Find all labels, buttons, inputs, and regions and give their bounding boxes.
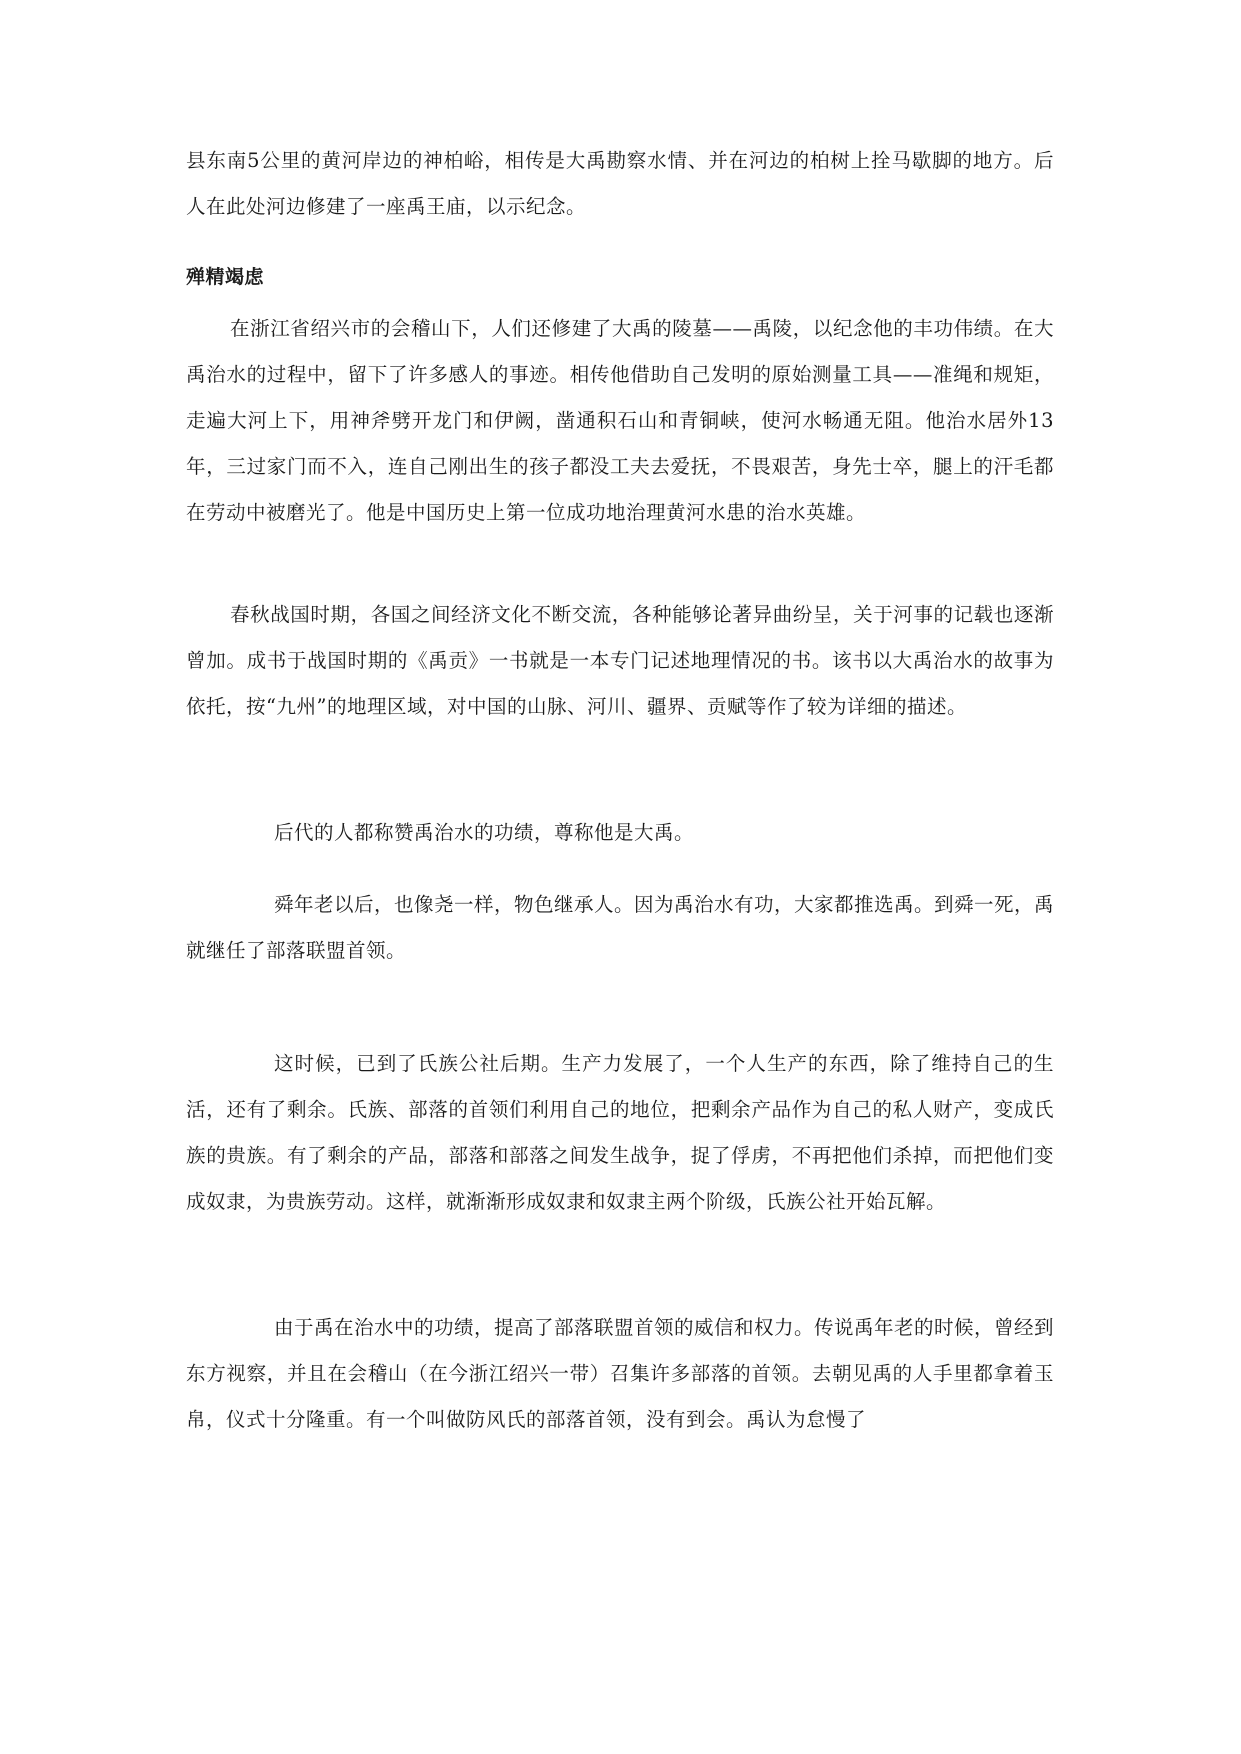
paragraph-da-yu-title: 后代的人都称赞禹治水的功绩，尊称他是大禹。	[274, 821, 695, 844]
paragraph-late-clan-society: 这时候，已到了氏族公社后期。生产力发展了，一个人生产的东西，除了维持自己的生活，还有了剩余。氏族、部落的首领们利用自己的地位，把剩余产品作为自己的私人财产，变成氏族的贵族。有了剩余的产品，部落和部落之间发生战争，捉了俘虏，不再把他们杀掉，而把他们变成奴隶，为贵族劳动。这样，就渐渐形成奴隶和奴隶主两个阶级，氏族公社开始瓦解。	[186, 1052, 1054, 1213]
paragraph-shenbaiyu: 县东南5公里的黄河岸边的神柏峪，相传是大禹勘察水情、并在河边的柏树上拴马歇脚的地方。后人在此处河边修建了一座禹王庙，以示纪念。	[186, 149, 1054, 218]
paragraph-kuaiji-assembly: 由于禹在治水中的功绩，提高了部落联盟首领的威信和权力。传说禹年老的时候，曾经到东方视察，并且在会稽山（在今浙江绍兴一带）召集许多部落的首领。去朝见禹的人手里都拿着玉帛，仪式十分隆重。有一个叫做防风氏的部落首领，没有到会。禹认为怠慢了	[186, 1316, 1055, 1431]
paragraph-succession: 舜年老以后，也像尧一样，物色继承人。因为禹治水有功，大家都推选禹。到舜一死，禹就继任了部落联盟首领。	[186, 893, 1055, 962]
paragraph-yu-tomb: 在浙江省绍兴市的会稽山下，人们还修建了大禹的陵墓——禹陵，以纪念他的丰功伟绩。在大禹治水的过程中，留下了许多感人的事迹。相传他借助自己发明的原始测量工具——准绳和规矩，走遍大河上下，用神斧劈开龙门和伊阙，凿通积石山和青铜峡，使河水畅通无阻。他治水居外13年，三过家门而不入，连自己刚出生的孩子都没工夫去爱抚，不畏艰苦，身先士卒，腿上的汗毛都在劳动中被磨光了。他是中国历史上第一位成功地治理黄河水患的治水英雄。	[186, 317, 1054, 524]
paragraph-yugong: 春秋战国时期，各国之间经济文化不断交流，各种能够论著异曲纷呈，关于河事的记载也逐渐曾加。成书于战国时期的《禹贡》一书就是一本专门记述地理情况的书。该书以大禹治水的故事为依托，按“九州”的地理区域，对中国的山脉、河川、疆界、贡赋等作了较为详细的描述。	[186, 603, 1054, 718]
section-heading: 殚精竭虑	[186, 266, 265, 288]
